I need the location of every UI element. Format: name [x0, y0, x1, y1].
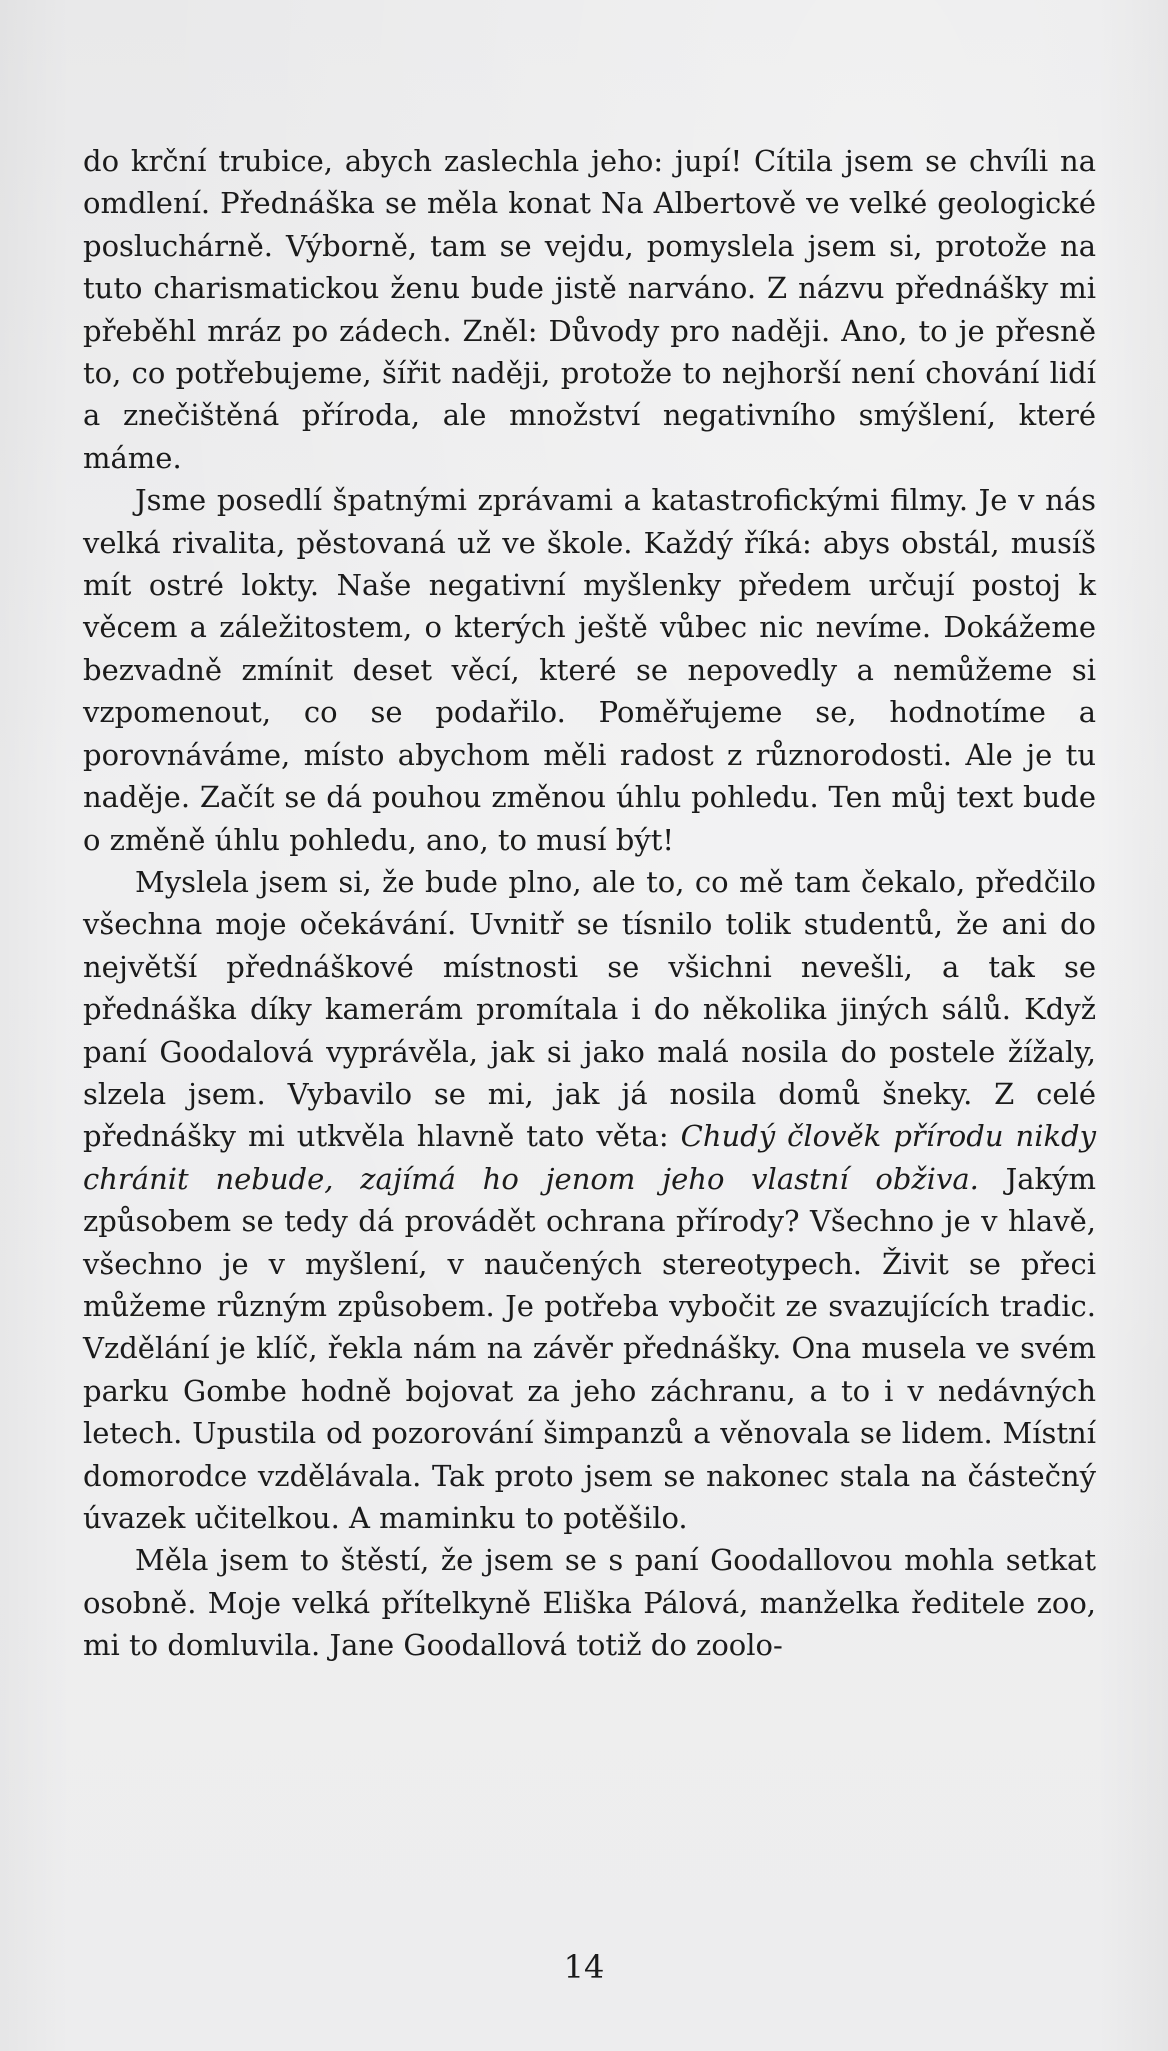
paragraph-3-text-end: Jakým způsobem se tedy dá provádět ochrana přírody? Všechno je v hlavě, všechno je v myšlení, v naučených stereotypech. Živit se přeci můžeme různým způsobem. Je potřeba vybočit ze svazujících tradic. Vzdělání je klíč, řekla nám na závěr přednášky. Ona musela ve svém parku Gombe hodně bojovat za jeho záchranu, a to i v nedávných letech. Upustila od pozorování šimpanzů a věnovala se lidem. Místní domorodce vzdělávala. Tak proto jsem se nakonec stala na částečný úvazek učitelkou. A maminku to potěšilo.	[83, 1161, 1096, 1535]
paragraph-3	[83, 861, 1096, 1540]
paragraph-4	[83, 1539, 1096, 1666]
paragraph-2-text: Jsme posedlí špatnými zprávami a katastrofickými filmy. Je v nás velká rivalita, pěstovaná už ve škole. Každý říká: abys obstál, musíš mít ostré lokty. Naše negativní myšlenky předem určují postoj k věcem a záležitostem, o kterých ještě vůbec nic nevíme. Dokážeme bezvadně zmínit deset věcí, které se nepovedly a nemůžeme si vzpomenout, co se podařilo. Poměřujeme se, hodnotíme a porovnáváme, místo abychom měli radost z různorodosti. Ale je tu naděje. Začít se dá pouhou změnou úhlu pohledu. Ten můj text bude o změně úhlu pohledu, ano, to musí být!	[83, 483, 1096, 857]
paragraph-1-text: do krční trubice, abych zaslechla jeho: jupí! Cítila jsem se chvíli na omdlení. Přednáška se měla konat Na Albertově ve velké geologické posluchárně. Výborně, tam se vejdu, pomyslela jsem si, protože na tuto charismatickou ženu bude jistě narváno. Z názvu přednášky mi přeběhl mráz po zádech. Zněl: Důvody pro naději. Ano, to je přesně to, co potřebujeme, šířit naději, protože to nejhorší není chování lidí a znečištěná příroda, ale množství negativního smýšlení, které máme.	[83, 144, 1096, 475]
paragraph-2	[83, 479, 1096, 861]
paragraph-3-quote: Chudý člověk přírodu nikdy chránit nebude, zajímá ho jenom jeho vlastní obživa.	[83, 1119, 1096, 1196]
paragraph-1	[83, 140, 1096, 479]
body-text	[83, 140, 1096, 1667]
paragraph-3-text-start: Myslela jsem si, že bude plno, ale to, co mě tam čekalo, předčilo všechna moje očekávání. Uvnitř se tísnilo tolik studentů, že ani do největší přednáškové místnosti se všichni nevešli, a tak se přednáška díky kamerám promítala i do několika jiných sálů. Když paní Goodalová vyprávěla, jak si jako malá nosila do postele žížaly, slzela jsem. Vybavilo se mi, jak já nosila domů šneky. Z celé přednášky mi utkvěla hlavně tato věta:	[83, 864, 1096, 1154]
paragraph-4-text: Měla jsem to štěstí, že jsem se s paní Goodallovou mohla setkat osobně. Moje velká přítelkyně Eliška Pálová, manželka ředitele zoo, mi to domluvila. Jane Goodallová totiž do zoolo-	[83, 1543, 1096, 1663]
page-number: 14	[563, 1948, 605, 1986]
